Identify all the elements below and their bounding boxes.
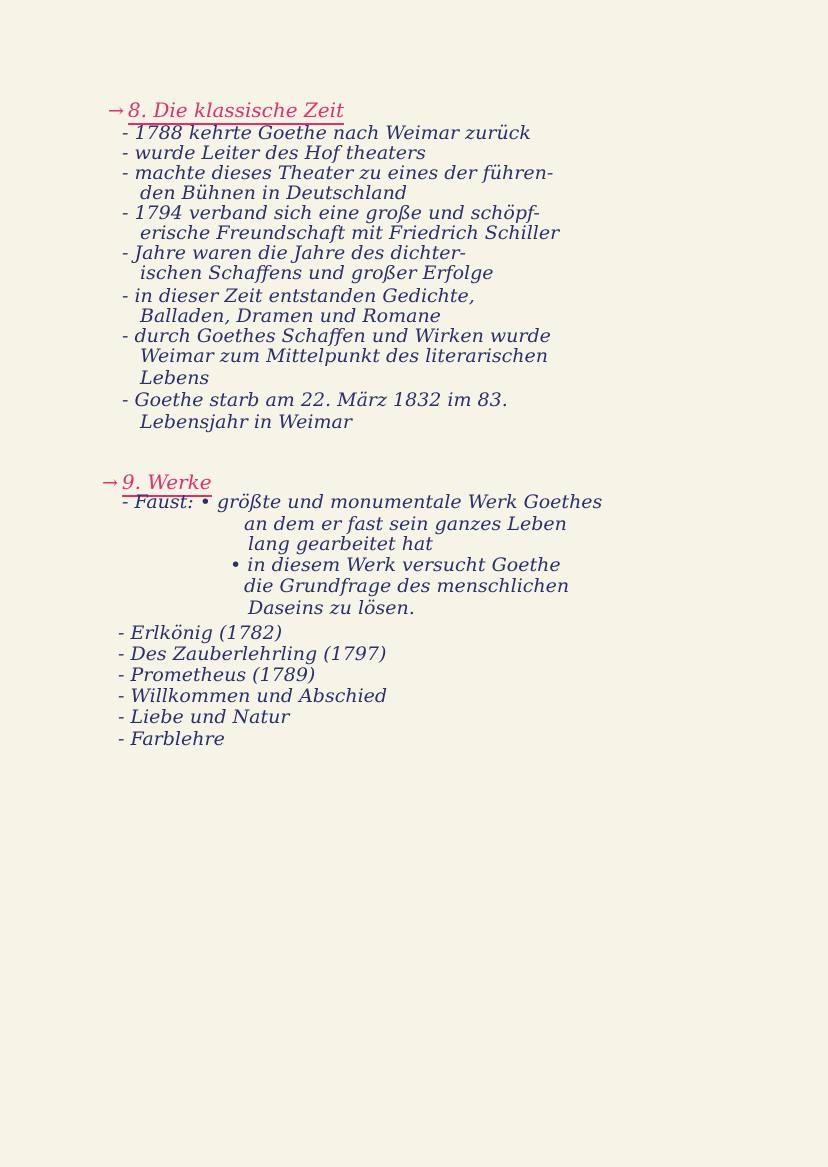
note-line: die Grundfrage des menschlichen [244,575,570,597]
note-line: - Farblehre [118,728,225,750]
note-line: - Des Zauberlehrling (1797) [118,643,387,665]
note-line: Daseins zu lösen. [248,597,415,619]
note-line: erische Freundschaft mit Friedrich Schiller [140,222,560,244]
note-line: lang gearbeitet hat [248,533,433,555]
note-line: - 1794 verband sich eine große und schöpf- [122,202,540,224]
section-classic-heading [108,100,344,121]
note-line: - Liebe und Natur [118,706,290,728]
note-line: - Prometheus (1789) [118,664,316,686]
heading-works: 9. Werke [122,470,212,497]
note-line: - Erlkönig (1782) [118,622,283,644]
note-line: - Jahre waren die Jahre des dichter- [122,242,466,264]
arrow-right-icon: → [102,472,118,494]
note-line: Weimar zum Mittelpunkt des literarischen [140,345,548,367]
note-line: den Bühnen in Deutschland [140,182,408,204]
note-line: Lebens [140,367,210,389]
note-line: - Goethe starb am 22. März 1832 im 83. [122,389,508,411]
note-line: - Willkommen und Abschied [118,685,388,707]
note-line: - wurde Leiter des Hof theaters [122,142,426,164]
note-line: - Faust: • größte und monumentale Werk Goethes [122,491,603,513]
note-line: • in diesem Werk versucht Goethe [230,554,561,576]
note-line: - durch Goethes Schaffen und Wirken wurde [122,325,551,347]
note-line: an dem er fast sein ganzes Leben [244,513,567,535]
note-line: - 1788 kehrte Goethe nach Weimar zurück [122,122,531,144]
heading-classic-period: 8. Die klassische Zeit [128,98,344,125]
note-line: Lebensjahr in Weimar [140,411,352,433]
note-line: Balladen, Dramen und Romane [140,305,441,327]
note-line: - in dieser Zeit entstanden Gedichte, [122,285,475,307]
arrow-right-icon: → [108,100,124,122]
note-line: - machte dieses Theater zu eines der führen- [122,162,554,184]
section-works-heading [102,472,212,493]
note-line: ischen Schaffens und großer Erfolge [140,262,494,284]
